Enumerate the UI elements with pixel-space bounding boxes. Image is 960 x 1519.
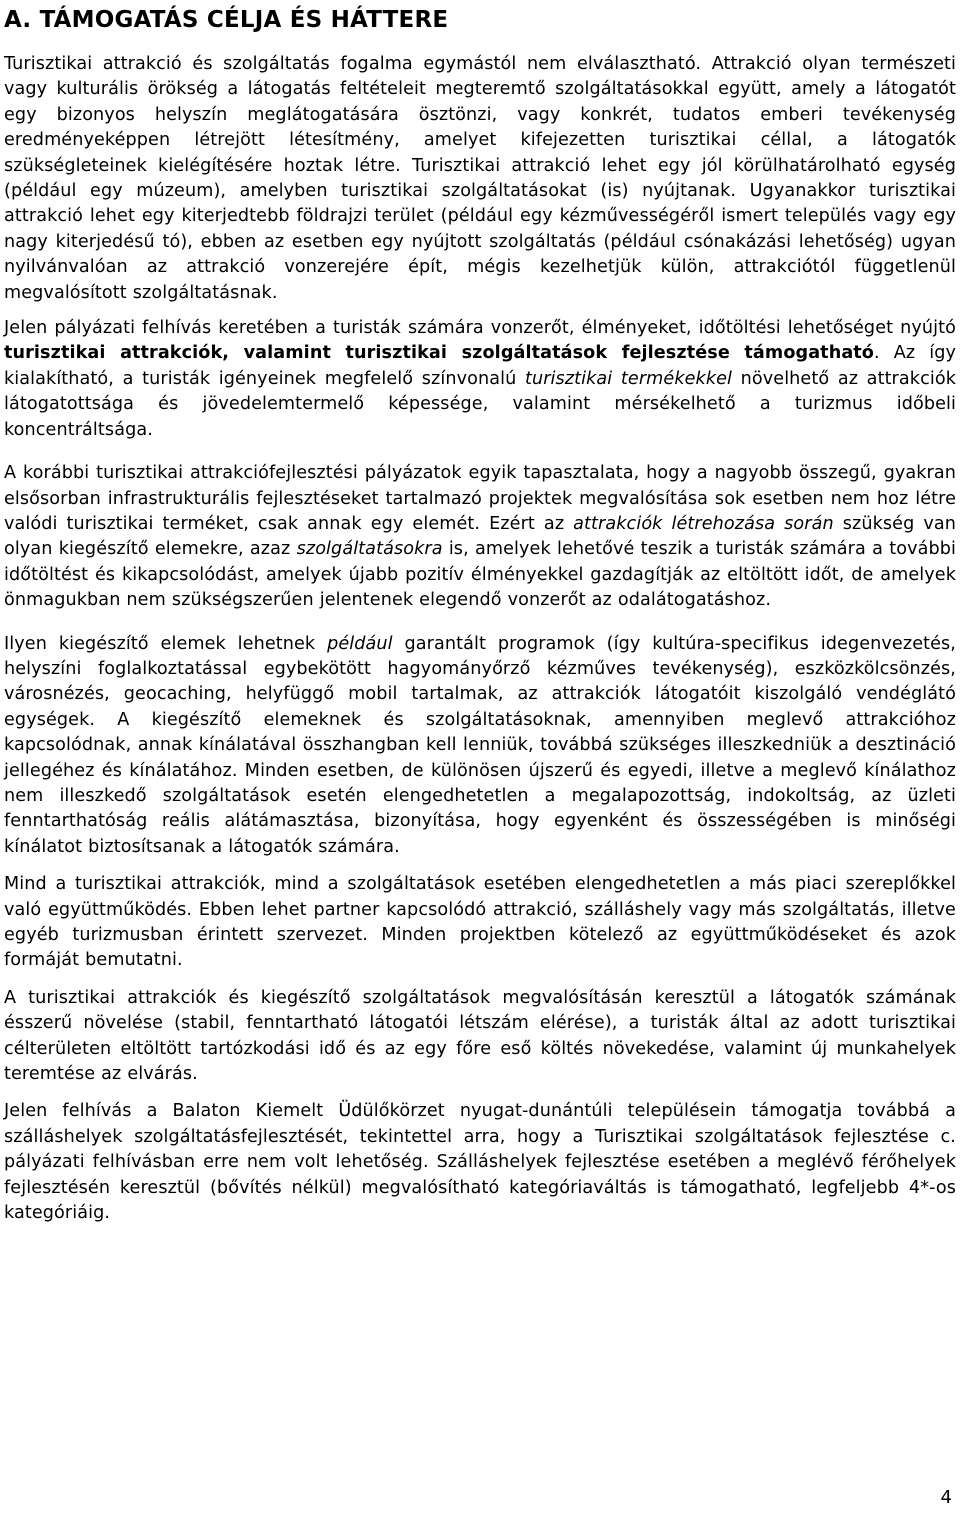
page-number: 4 (940, 1487, 952, 1508)
text-run: turisztikai attrakciók, valamint turisztikai szolgáltatások fejlesztése támogatható (4, 343, 874, 364)
paragraph-2 (4, 316, 956, 443)
text-run: például (327, 633, 393, 654)
paragraph-4 (4, 632, 956, 861)
text-run: Jelen felhívás a Balaton Kiemelt Üdülőkörzet nyugat-dunántúli településein támogatja továbbá a szálláshelyek szolgáltatásfejlesztését, tekintettel arra, hogy a Turisztikai szolgáltatások fejlesztése c. pályázati felhívásban erre nem volt lehetőség. Szálláshelyek fejlesztése esetében a meglévő férőhelyek fejlesztésén keresztül (bővítés nélkül) megvalósítható kategóriaváltás is támogatható, legfeljebb 4*-os kategóriáig. (4, 1101, 956, 1224)
text-run: is, amelyek lehetővé teszik a turisták számára a további időtöltést és kikapcsolódást, amelyek újabb pozitív élményekkel gazdagítják az eltöltött időt, de amelyek önmagukban nem szükségszerűen jelentenek elegendő vonzerőt az odalátogatáshoz. (4, 539, 956, 611)
text-run: A korábbi turisztikai attrakciófejlesztési pályázatok egyik tapasztalata, hogy a nagyobb összegű, gyakran elsősorban infrastrukturális fejlesztéseket tartalmazó projektek megvalósítása sok esetben nem hoz létre valódi turisztikai terméket, csak annak egy elemét. Ezért az (4, 463, 956, 534)
paragraph-7 (4, 1099, 956, 1226)
text-run: Jelen pályázati felhívás keretében a turisták számára vonzerőt, élményeket, időtöltési lehetőséget nyújtó (4, 318, 956, 339)
text-run: szolgáltatásokra (296, 539, 443, 560)
text-run: Ilyen kiegészítő elemek lehetnek (4, 633, 328, 654)
document-page (4, 0, 956, 1226)
text-run: . Az így kialakítható, a turisták igényeinek megfelelő színvonalú (4, 343, 957, 389)
text-run: attrakciók létrehozása során (573, 513, 834, 534)
text-run: Mind a turisztikai attrakciók, mind a szolgáltatások esetében elengedhetetlen a más piaci szereplőkkel való együttműködés. Ebben lehet partner kapcsolódó attrakció, szálláshely vagy más szolgáltatás, illetve egyéb turizmusban érintett szervezet. Minden projektben kötelező az együttműködéseket és azok formáját bemutatni. (4, 874, 956, 971)
text-run: növelhető az attrakciók látogatottsága és jövedelemtermelő képessége, valamint mérsékelhető a turizmus időbeli koncentráltsága. (4, 368, 956, 440)
text-run: szükség van olyan kiegészítő elemekre, azaz (4, 513, 956, 560)
text-run: A turisztikai attrakciók és kiegészítő szolgáltatások megvalósításán keresztül a látogatók számának ésszerű növelése (stabil, fenntartható látogatói létszám elérése), a turisták által az adott turisztikai célterületen eltöltött tartózkodási idő és az egy főre eső költés növekedése, valamint új munkahelyek teremtése az elvárás. (4, 987, 956, 1085)
text-run: garantált programok (így kultúra-specifikus idegenvezetés, helyszíni foglalkoztatással egybekötött hagyományőrző kézműves tevékenység), eszközkölcsönzés, városnézés, geocaching, helyfüggő mobil tartalmak, az attrakciók látogatóit kiszolgáló vendéglátó egységek. A kiegészítő elemeknek és szolgáltatásoknak, amennyiben meglevő attrakcióhoz kapcsolódnak, annak kínálatával összhangban kell lenniük, továbbá szükséges illeszkedniük a desztináció jellegéhez és kínálatához. Minden esetben, de különösen újszerű és egyedi, illetve a meglevő kínálathoz nem illeszkedő szolgáltatások esetén elengedhetetlen a megalapozottság, indokoltság, az üzleti fenntarthatóság reális alátámasztása, bizonyítása, hogy egyenként és összességében is minőségi kínálatot biztosítsanak a látogatók számára. (4, 633, 956, 857)
paragraph-3 (4, 461, 956, 613)
text-run: Turisztikai attrakció és szolgáltatás fogalma egymástól nem elválasztható. Attrakció olyan természeti vagy kulturális örökség a látogatás feltételeit megteremtő szolgáltatásokkal együtt, amely a látogatót egy bizonyos helyszín meglátogatására ösztönzi, vagy konkrét, tudatos emberi tevékenység eredményeképpen létrejött létesítmény, amelyet kifejezetten turisztikai céllal, a látogatók szükségleteinek kielégítésére hoztak létre. Turisztikai attrakció lehet egy jól körülhatárolható egység (például egy múzeum), amelyben turisztikai szolgáltatásokat (is) nyújtanak. Ugyanakkor turisztikai attrakció lehet egy kiterjedtebb földrajzi terület (például egy kézművességéről ismert település vagy egy nagy kiterjedésű tó), ebben az esetben egy nyújtott szolgáltatás (például csónakázási lehetőség) ugyan nyilvánvalóan az attrakció vonzerejére épít, mégis kezelhetjük külön, attrakciótól függetlenül megvalósított szolgáltatásnak. (4, 54, 956, 303)
section-heading: A. TÁMOGATÁS CÉLJA ÉS HÁTTERE (4, 7, 449, 33)
paragraph-1 (4, 52, 956, 306)
text-run: turisztikai termékekkel (524, 368, 733, 389)
paragraph-6 (4, 986, 956, 1088)
paragraph-5 (4, 872, 956, 974)
